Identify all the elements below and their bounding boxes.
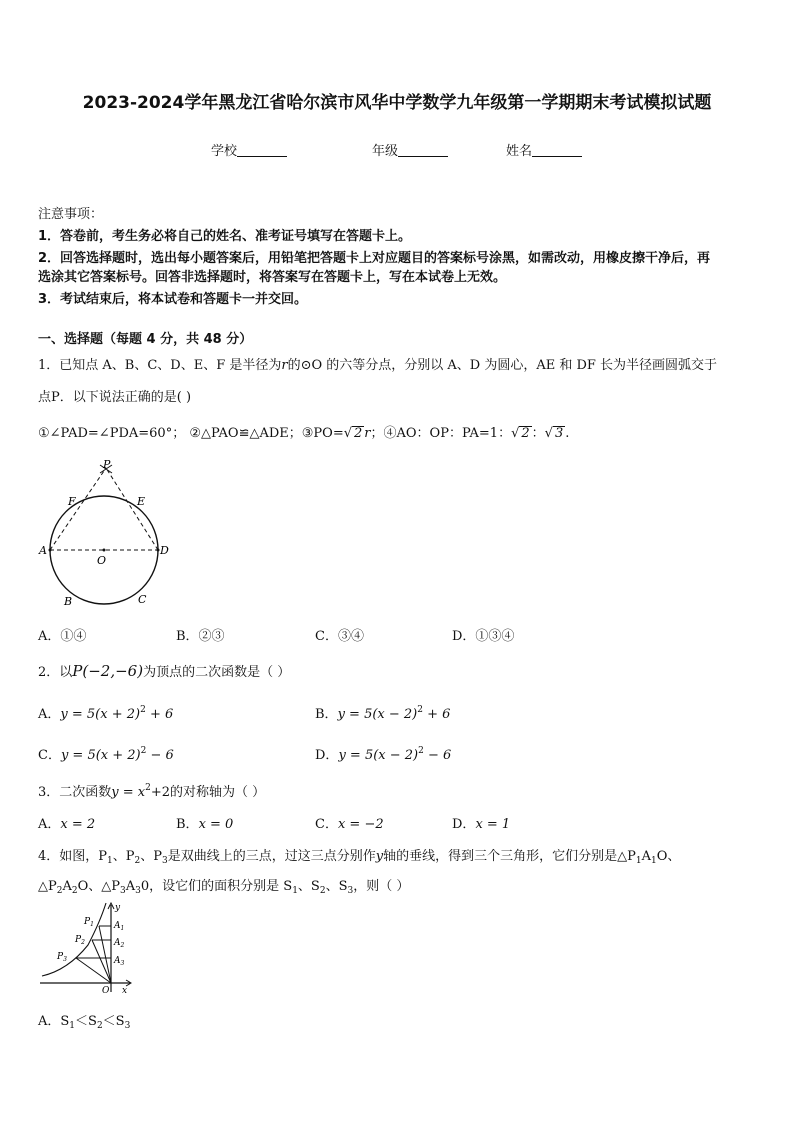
label-c: C	[138, 593, 147, 606]
q3-option-c[interactable]: C．x = −2	[315, 817, 384, 832]
q1-option-d[interactable]: D．①③④	[452, 629, 515, 644]
name-field[interactable]	[506, 140, 582, 159]
school-field[interactable]	[211, 140, 287, 159]
label-p1: $P_1$	[84, 917, 94, 928]
notice-item-2: 2．回答选择题时，选出每小题答案后，用铅笔把答题卡上对应题目的答案标号涂黑，如需改动，用橡皮擦干净后，再	[38, 251, 711, 266]
grade-field[interactable]	[372, 140, 448, 159]
label-x: x	[122, 986, 128, 995]
q4-stem-line2: $\triangle P_2A_2O$、$\triangle P_3A_30$，设它们的面积分别是 $S_1$、$S_2$、$S_3$，则（ ）	[38, 879, 410, 896]
q1-option-a[interactable]: A．①④	[38, 629, 87, 644]
q4-option-a[interactable]: A．$S_1<S_2<S_3$	[38, 1014, 131, 1031]
q1-circle-figure	[30, 455, 190, 615]
sqrt-2: 2	[354, 426, 363, 441]
q3-stem: 3．二次函数$y = x^2+2$的对称轴为（ ）	[38, 783, 266, 800]
label-p: P	[103, 458, 111, 471]
grade-blank[interactable]	[398, 144, 448, 157]
grade-label: 年级	[372, 144, 399, 159]
section-heading: 一、选择题（每题 4 分，共 48 分）	[38, 332, 253, 347]
sqrt-2b: 2	[521, 426, 530, 441]
label-a2: $A_2$	[114, 938, 125, 949]
q1-stem-line1: 1．已知点 A、B、C、D、E、F 是半径为r的⊙O 的六等分点，分别以 A、D 为圆心，AE 和 DF 长为半径画圆弧交于	[38, 358, 718, 373]
label-a1: $A_1$	[114, 921, 125, 932]
q3-option-d[interactable]: D．x = 1	[452, 817, 511, 832]
label-a: A	[39, 544, 47, 557]
label-y: y	[115, 903, 121, 913]
label-o: O	[102, 986, 110, 995]
label-o: O	[97, 554, 107, 567]
q1-option-c[interactable]: C．③④	[315, 629, 364, 644]
q2-option-b[interactable]: B．$y = 5(x - 2)^2 + 6$	[315, 705, 451, 722]
q1-option-b[interactable]: B．②③	[176, 629, 225, 644]
label-b: B	[64, 595, 73, 608]
q2-option-a[interactable]: A．$y = 5(x + 2)^2 + 6$	[38, 705, 174, 722]
segment-dp	[106, 468, 158, 550]
label-f: F	[68, 495, 76, 508]
q1-statements: ①∠PAD=∠PDA=60°； ②△PAO≌△ADE；③PO=√ 2 r；④AO：OP：PA=1：√ 2 ：√ 3 .	[38, 426, 570, 441]
q1-stem-line2: 点P．以下说法正确的是( )	[38, 390, 192, 405]
name-blank[interactable]	[532, 144, 582, 157]
q2-stem: 2．以P(−2,−6)为顶点的二次函数是（ ）	[38, 662, 291, 680]
q3-option-a[interactable]: A．x = 2	[38, 817, 96, 832]
q3-option-b[interactable]: B．x = 0	[176, 817, 234, 832]
school-label: 学校	[211, 144, 238, 159]
label-a3: $A_3$	[114, 956, 125, 967]
q4-stem-line1: 4．如图，$P_1$、$P_2$、$P_3$是双曲线上的三点，过这三点分别作y轴的垂线，得到三个三角形，它们分别是$\triangle P_1A_1O$、	[38, 849, 681, 866]
label-d: D	[160, 544, 169, 557]
notice-heading: 注意事项：	[38, 207, 104, 222]
school-blank[interactable]	[237, 144, 287, 157]
sqrt-3: 3	[554, 426, 564, 441]
notice-item-3: 3．考试结束后，将本试卷和答题卡一并交回。	[38, 292, 308, 307]
label-p3: $P_3$	[57, 952, 67, 963]
center-dot	[103, 549, 106, 552]
notice-item-1: 1．答卷前，考生务必将自己的姓名、准考证号填写在答题卡上。	[38, 229, 412, 244]
q4-hyperbola-figure	[38, 900, 138, 995]
q2-option-d[interactable]: D．$y = 5(x - 2)^2 - 6$	[315, 746, 452, 763]
q2-vertex: P(−2,−6)	[72, 662, 144, 680]
segment-ap	[50, 468, 106, 550]
label-e: E	[137, 495, 146, 508]
name-label: 姓名	[506, 144, 533, 159]
label-p2: $P_2$	[75, 935, 85, 946]
notice-item-2-cont: 选涂其它答案标号。回答非选择题时，将答案写在答题卡上，写在本试卷上无效。	[38, 270, 507, 285]
q2-option-c[interactable]: C．$y = 5(x + 2)^2 - 6$	[38, 746, 174, 763]
page-title: 2023-2024学年黑龙江省哈尔滨市风华中学数学九年级第一学期期末考试模拟试题	[82, 93, 712, 113]
